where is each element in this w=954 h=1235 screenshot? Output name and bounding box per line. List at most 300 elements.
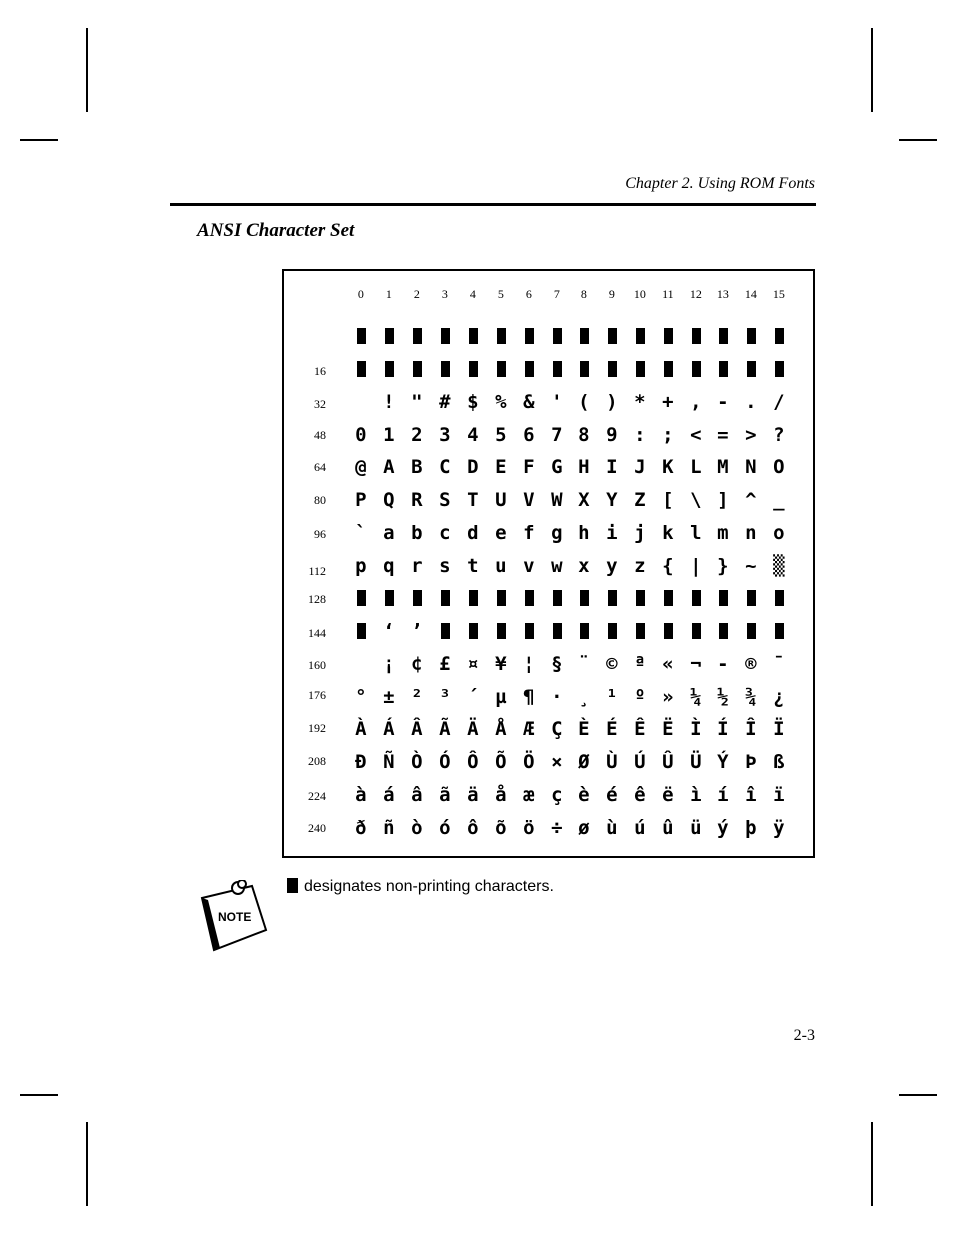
character-cell: b (411, 522, 423, 544)
character-cell: Ð (355, 751, 367, 773)
row-label: 96 (314, 527, 326, 541)
column-header: 1 (385, 287, 392, 301)
character-cell: x (578, 555, 590, 577)
character-cell: U (495, 489, 507, 511)
character-cell: y (606, 555, 618, 577)
character-cell: i (606, 522, 618, 544)
character-cell: ¿ (773, 686, 785, 708)
character-cell: Ç (551, 718, 563, 740)
character-cell: É (606, 718, 618, 740)
character-cell: ý (717, 817, 729, 839)
character-cell: Ì (690, 718, 702, 740)
character-cell: + (662, 391, 674, 413)
character-cell: ` (355, 522, 367, 544)
row-label: 144 (308, 626, 326, 640)
character-cell: d (467, 522, 479, 544)
character-cell: ë (662, 784, 674, 806)
non-printing-cell (719, 590, 728, 606)
character-cell: 2 (411, 424, 423, 446)
character-cell: º (634, 686, 646, 708)
character-cell: ó (439, 817, 451, 839)
column-header: 11 (662, 287, 674, 301)
column-header: 14 (744, 287, 757, 301)
character-cell: ¦ (523, 653, 535, 675)
character-cell: Ñ (383, 751, 395, 773)
character-cell: - (717, 653, 729, 675)
character-cell: ¯ (773, 653, 785, 675)
non-printing-cell (441, 623, 450, 639)
character-cell: p (355, 555, 367, 577)
character-cell: 1 (383, 424, 395, 446)
column-header: 7 (553, 287, 560, 301)
character-cell: £ (439, 653, 451, 675)
character-cell: q (383, 555, 395, 577)
character-cell: / (773, 391, 785, 413)
character-cell: o (773, 522, 785, 544)
character-cell: k (662, 522, 674, 544)
character-cell: þ (745, 817, 757, 839)
non-printing-cell (525, 623, 534, 639)
character-cell: ð (355, 817, 367, 839)
character-cell: ù (606, 817, 618, 839)
character-cell: _ (773, 489, 785, 511)
character-cell: O (773, 456, 785, 478)
character-cell: 9 (606, 424, 618, 446)
character-cell: ç (551, 784, 563, 806)
non-printing-cell (747, 361, 756, 377)
crop-mark (86, 1122, 88, 1206)
character-cell: 6 (523, 424, 535, 446)
column-header: 3 (441, 287, 448, 301)
non-printing-cell (692, 328, 701, 344)
character-cell: © (606, 653, 618, 675)
crop-mark (899, 1094, 937, 1096)
character-cell: D (467, 456, 479, 478)
character-cell: ø (578, 817, 590, 839)
non-printing-cell (636, 590, 645, 606)
non-printing-cell (664, 590, 673, 606)
character-cell: ô (467, 817, 479, 839)
character-cell: [ (662, 489, 674, 511)
character-cell: ö (523, 817, 535, 839)
character-cell: ¹ (606, 686, 618, 708)
column-header: 5 (497, 287, 504, 301)
character-cell: . (745, 391, 757, 413)
character-cell: Ä (467, 718, 479, 740)
non-printing-cell (413, 328, 422, 344)
character-cell: , (690, 391, 702, 413)
row-label: 208 (308, 754, 326, 768)
character-cell: Ò (411, 751, 423, 773)
note-icon-label: NOTE (218, 910, 252, 924)
non-printing-cell (747, 623, 756, 639)
note-text (287, 878, 554, 896)
non-printing-cell (608, 623, 617, 639)
character-cell: ? (773, 424, 785, 446)
character-cell: × (551, 751, 563, 773)
note-icon (198, 880, 270, 957)
character-cell: * (634, 391, 646, 413)
character-cell: ß (773, 751, 785, 773)
character-cell: ¤ (467, 653, 479, 675)
character-cell: ³ (439, 686, 451, 708)
character-cell: ± (383, 686, 395, 708)
character-cell: ; (662, 424, 674, 446)
character-cell: 3 (439, 424, 451, 446)
non-printing-cell (413, 361, 422, 377)
row-label: 112 (308, 564, 326, 578)
row-label: 48 (314, 428, 326, 442)
character-cell: ° (355, 686, 367, 708)
character-cell: g (551, 522, 563, 544)
non-printing-cell (664, 328, 673, 344)
character-cell: w (551, 555, 563, 577)
character-cell: X (578, 489, 590, 511)
character-cell: Â (411, 718, 423, 740)
character-cell: ì (690, 784, 702, 806)
character-cell: Z (634, 489, 646, 511)
character-cell: { (662, 555, 674, 577)
non-printing-cell (469, 361, 478, 377)
character-cell: ] (717, 489, 729, 511)
non-printing-cell (441, 590, 450, 606)
character-cell: ’ (411, 620, 423, 642)
column-header: 13 (716, 287, 729, 301)
character-cell: Ü (690, 751, 702, 773)
character-cell: 8 (578, 424, 590, 446)
character-cell: : (634, 424, 646, 446)
character-cell: ~ (745, 555, 757, 577)
character-cell: c (439, 522, 451, 544)
character-cell: ‘ (383, 620, 395, 642)
non-printing-block-icon (287, 878, 298, 893)
row-label: 240 (308, 821, 326, 835)
page-number: 2-3 (793, 1027, 815, 1044)
character-cell: Ù (606, 751, 618, 773)
crop-mark (871, 1122, 873, 1206)
character-cell: F (523, 456, 535, 478)
character-cell: B (411, 456, 423, 478)
character-cell: a (383, 522, 395, 544)
non-printing-cell (441, 361, 450, 377)
column-header: 8 (580, 287, 587, 301)
column-header: 12 (689, 287, 702, 301)
row-label: 224 (308, 789, 326, 803)
non-printing-cell (385, 361, 394, 377)
non-printing-cell (719, 623, 728, 639)
non-printing-cell (636, 328, 645, 344)
non-printing-cell (664, 361, 673, 377)
character-cell: % (495, 391, 507, 413)
character-cell: î (745, 784, 757, 806)
character-cell: r (411, 555, 423, 577)
character-cell: l (690, 522, 702, 544)
character-cell: W (551, 489, 563, 511)
character-cell: ¨ (578, 653, 590, 675)
character-cell: û (662, 817, 674, 839)
character-cell: ÿ (773, 817, 785, 839)
character-cell: M (717, 456, 729, 478)
non-printing-cell (525, 328, 534, 344)
row-label: 80 (314, 493, 326, 507)
column-header: 15 (772, 287, 785, 301)
character-cell: Ô (467, 751, 479, 773)
crop-mark (871, 28, 873, 112)
character-cell: ¶ (523, 686, 535, 708)
character-cell: Ø (578, 751, 590, 773)
character-cell: æ (523, 784, 535, 806)
non-printing-cell (775, 590, 784, 606)
character-cell: s (439, 555, 451, 577)
non-printing-cell (608, 328, 617, 344)
character-cell: " (411, 391, 423, 413)
character-cell: Õ (495, 751, 507, 773)
character-cell: Ó (439, 751, 451, 773)
non-printing-cell (580, 623, 589, 639)
character-cell: Î (745, 718, 757, 740)
character-cell: Y (606, 489, 618, 511)
column-header: 4 (469, 287, 476, 301)
character-cell: t (467, 555, 479, 577)
non-printing-cell (497, 328, 506, 344)
character-cell: ¼ (690, 686, 702, 708)
character-cell: h (578, 522, 590, 544)
non-printing-cell (636, 623, 645, 639)
non-printing-cell (553, 328, 562, 344)
character-cell: ¥ (495, 653, 507, 675)
non-printing-cell (385, 590, 394, 606)
non-printing-cell (608, 590, 617, 606)
character-cell: I (606, 456, 618, 478)
character-cell: > (745, 424, 757, 446)
column-header: 6 (525, 287, 532, 301)
non-printing-cell (469, 590, 478, 606)
note-body: designates non-printing characters. (304, 878, 554, 895)
crop-mark (899, 139, 937, 141)
character-cell: ú (634, 817, 646, 839)
character-cell: Æ (523, 718, 535, 740)
character-cell: ä (467, 784, 479, 806)
character-cell: ê (634, 784, 646, 806)
character-cell: ( (578, 391, 590, 413)
non-printing-cell (357, 361, 366, 377)
character-cell: ï (773, 784, 785, 806)
column-header: 0 (357, 287, 364, 301)
non-printing-cell (385, 328, 394, 344)
non-printing-cell (553, 590, 562, 606)
non-printing-cell (636, 361, 645, 377)
character-cell: ñ (383, 817, 395, 839)
non-printing-cell (664, 623, 673, 639)
character-cell: } (717, 555, 729, 577)
character-cell: v (523, 555, 535, 577)
character-cell: L (690, 456, 702, 478)
non-printing-cell (775, 361, 784, 377)
crop-mark (20, 139, 58, 141)
crop-mark (86, 28, 88, 112)
non-printing-cell (775, 623, 784, 639)
character-cell: ª (634, 653, 646, 675)
character-cell: Ý (717, 751, 729, 773)
non-printing-cell (525, 590, 534, 606)
character-cell: f (523, 522, 535, 544)
character-cell: # (439, 391, 451, 413)
character-cell: õ (495, 817, 507, 839)
non-printing-cell (357, 590, 366, 606)
character-cell: R (411, 489, 423, 511)
character-cell: Ï (773, 718, 785, 740)
character-cell: K (662, 456, 674, 478)
character-cell: ¸ (578, 686, 590, 708)
character-cell: ´ (467, 686, 479, 708)
non-printing-cell (747, 590, 756, 606)
character-cell: ▒ (773, 555, 785, 577)
character-cell: z (634, 555, 646, 577)
character-cell: A (383, 456, 395, 478)
character-cell: ^ (745, 489, 757, 511)
non-printing-cell (497, 361, 506, 377)
character-cell: | (690, 555, 702, 577)
non-printing-cell (719, 328, 728, 344)
character-cell: T (467, 489, 479, 511)
character-cell: ü (690, 817, 702, 839)
non-printing-cell (580, 590, 589, 606)
character-cell: í (717, 784, 729, 806)
character-cell: Þ (745, 751, 757, 773)
row-label: 16 (314, 364, 326, 378)
character-cell: Û (662, 751, 674, 773)
column-header: 2 (413, 287, 420, 301)
character-cell: G (551, 456, 563, 478)
non-printing-cell (469, 623, 478, 639)
character-cell: « (662, 653, 674, 675)
character-cell: å (495, 784, 507, 806)
character-cell: Ë (662, 718, 674, 740)
character-cell: ½ (717, 686, 729, 708)
character-cell: Ú (634, 751, 646, 773)
non-printing-cell (580, 361, 589, 377)
character-cell: ò (411, 817, 423, 839)
row-label: 128 (308, 592, 326, 606)
character-cell: S (439, 489, 451, 511)
character-cell: Ö (523, 751, 535, 773)
row-label: 64 (314, 460, 326, 474)
section-title: ANSI Character Set (197, 220, 355, 241)
character-cell: C (439, 456, 451, 478)
character-cell: m (717, 522, 729, 544)
character-cell: Q (383, 489, 395, 511)
character-cell: ² (411, 686, 423, 708)
character-cell: j (634, 522, 646, 544)
character-cell: < (690, 424, 702, 446)
character-cell: n (745, 522, 757, 544)
character-cell: ! (383, 391, 395, 413)
character-cell: N (745, 456, 757, 478)
character-cell: Á (383, 718, 395, 740)
non-printing-cell (692, 361, 701, 377)
character-cell: ) (606, 391, 618, 413)
character-cell: = (717, 424, 729, 446)
character-cell: P (355, 489, 367, 511)
character-cell: @ (355, 456, 367, 478)
character-cell: À (355, 718, 367, 740)
non-printing-cell (608, 361, 617, 377)
character-cell: 5 (495, 424, 507, 446)
non-printing-cell (775, 328, 784, 344)
character-cell: ¬ (690, 653, 702, 675)
character-cell: ¡ (383, 653, 395, 675)
non-printing-cell (357, 623, 366, 639)
non-printing-cell (357, 328, 366, 344)
character-cell: È (578, 718, 590, 740)
character-cell: ¢ (411, 653, 423, 675)
character-cell: è (578, 784, 590, 806)
character-cell: » (662, 686, 674, 708)
header-rule (170, 203, 816, 206)
character-cell: Ã (439, 718, 451, 740)
column-header: 9 (608, 287, 615, 301)
character-cell: ã (439, 784, 451, 806)
character-cell: - (717, 391, 729, 413)
row-label: 176 (308, 688, 326, 702)
character-cell: $ (467, 391, 479, 413)
non-printing-cell (497, 590, 506, 606)
character-cell: & (523, 391, 535, 413)
character-cell: H (578, 456, 590, 478)
character-cell: 7 (551, 424, 563, 446)
character-cell: J (634, 456, 646, 478)
character-cell: V (523, 489, 535, 511)
non-printing-cell (497, 623, 506, 639)
non-printing-cell (469, 328, 478, 344)
character-cell: ' (551, 391, 563, 413)
non-printing-cell (692, 590, 701, 606)
character-cell: à (355, 784, 367, 806)
non-printing-cell (413, 590, 422, 606)
non-printing-cell (553, 361, 562, 377)
character-cell: â (411, 784, 423, 806)
character-cell: µ (495, 686, 507, 708)
character-cell: E (495, 456, 507, 478)
crop-mark (20, 1094, 58, 1096)
non-printing-cell (553, 623, 562, 639)
non-printing-cell (580, 328, 589, 344)
character-cell: á (383, 784, 395, 806)
row-label: 160 (308, 658, 326, 672)
character-cell: e (495, 522, 507, 544)
character-cell: u (495, 555, 507, 577)
non-printing-cell (441, 328, 450, 344)
character-cell: é (606, 784, 618, 806)
character-cell: 4 (467, 424, 479, 446)
character-cell: ¾ (745, 686, 757, 708)
non-printing-cell (747, 328, 756, 344)
character-cell: ÷ (551, 817, 563, 839)
running-head: Chapter 2. Using ROM Fonts (625, 175, 815, 192)
column-header: 10 (633, 287, 646, 301)
non-printing-cell (692, 623, 701, 639)
row-label: 192 (308, 721, 326, 735)
character-cell: § (551, 653, 563, 675)
row-label: 32 (314, 397, 326, 411)
character-cell: ® (745, 653, 757, 675)
non-printing-cell (719, 361, 728, 377)
character-cell: 0 (355, 424, 367, 446)
non-printing-cell (525, 361, 534, 377)
character-cell: Í (717, 718, 729, 740)
character-cell: Ê (634, 718, 646, 740)
character-cell: · (551, 686, 563, 708)
